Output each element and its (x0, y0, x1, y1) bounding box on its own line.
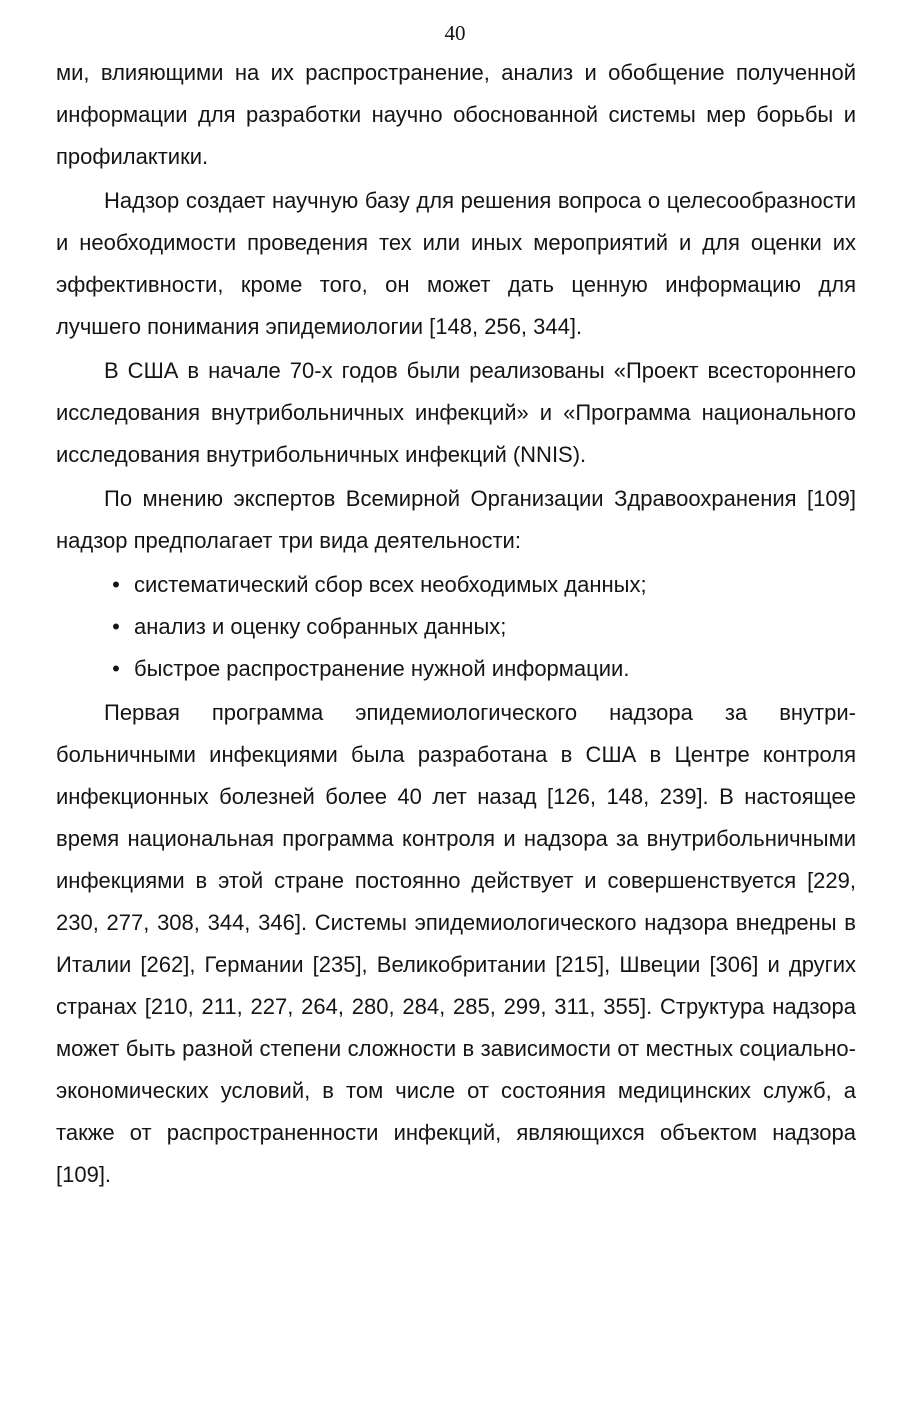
activities-list (56, 564, 856, 690)
paragraph-usa-projects: В США в начале 70-х годов были реализованы «Проект всестороннего исследования внутрибольничных инфекций» и «Программа национального исследования внутрибольничных инфекций (NNIS). (56, 358, 856, 467)
paragraph-surveillance-basis: Надзор создает научную базу для решения вопроса о целесообразности и необходимости проведения тех или иных мероприятий и для оценки их эффективности, кроме того, он может дать ценную информацию для лучшего понимания эпидемиологии [148, 256, 344]. (56, 188, 856, 339)
bullet-icon: • (112, 656, 120, 681)
list-item-text: анализ и оценку собранных данных; (134, 614, 507, 639)
bullet-icon: • (112, 572, 120, 597)
paragraph-first-program: Первая программа эпидемиологического надзора за внутрибольничными инфекциями была разработана в США в Центре контроля инфекционных болезней более 40 лет назад [126, 148, 239]. В настоящее время национальная программа контроля и надзора за внутрибольничными инфекциями в этой стране постоянно действует и совершенствуется [229, 230, 277, 308, 344, 346]. Системы эпидемиологического надзора внедрены в Италии [262], Германии [235], Великобритании [215], Швеции [306] и других странах [210, 211, 227, 264, 280, 284, 285, 299, 311, 355]. Структура надзора может быть разной степени сложности в зависимости от местных социально-экономических условий, в том числе от состояния медицинских служб, а также от распространенности инфекций, являющихся объектом надзора [109]. (56, 700, 856, 1187)
text-body (56, 52, 856, 1198)
paragraph-continuation: ми, влияющими на их распространение, анализ и обобщение полученной информации для разработки научно обоснованной системы мер борьбы и профилактики. (56, 60, 856, 169)
list-item-text: быстрое распространение нужной информации. (134, 656, 630, 681)
paragraph-who-experts: По мнению экспертов Всемирной Организации Здравоохранения [109] надзор предполагает три вида деятельности: (56, 486, 856, 553)
bullet-icon: • (112, 614, 120, 639)
page-number: 40 (444, 21, 466, 45)
list-item-text: систематический сбор всех необходимых данных; (134, 572, 647, 597)
list-item (56, 606, 856, 648)
list-item (56, 564, 856, 606)
list-item (56, 648, 856, 690)
